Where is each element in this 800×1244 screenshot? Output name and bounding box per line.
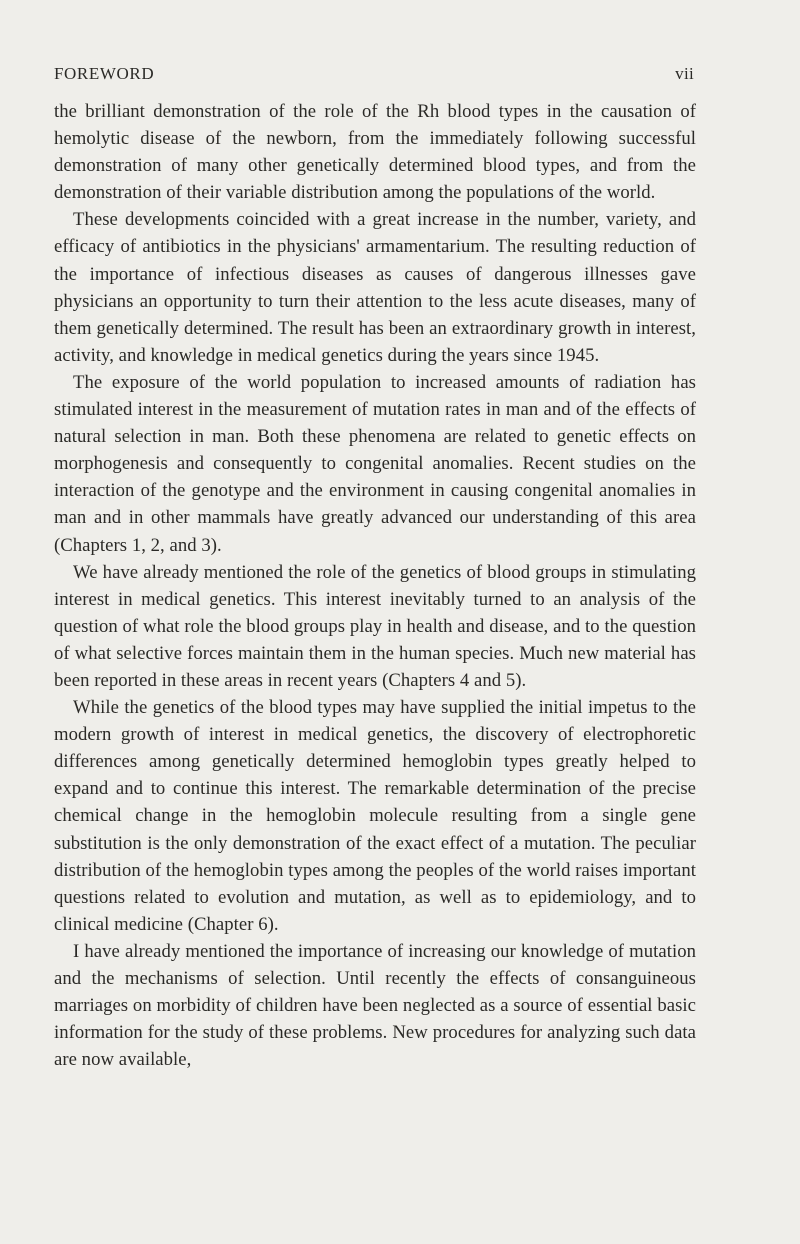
document-page (54, 62, 696, 1073)
body-text (54, 98, 696, 1073)
paragraph: While the genetics of the blood types may have supplied the initial impetus to the modern growth of interest in medical genetics, the discovery of electrophoretic differences among genetically determined hemoglobin types greatly helped to expand and to continue this interest. The remarkable determination of the precise chemical change in the hemoglobin molecule resulting from a single gene substitution is the only demonstration of the exact effect of a mutation. The peculiar distribution of the hemoglobin types among the peoples of the world raises important questions related to evolution and mutation, as well as to epidemiology, and to clinical medicine (Chapter 6). (54, 697, 696, 935)
section-title: FOREWORD (54, 64, 155, 83)
paragraph-continued: the brilliant demonstration of the role of the Rh blood types in the causation of hemolytic disease of the newborn, from the immediately following successful demonstration of many other genetically determined blood types, and from the demonstration of their variable distribution among the populations of the world. (54, 101, 696, 204)
page-number: vii (675, 64, 694, 83)
paragraph: We have already mentioned the role of the genetics of blood groups in stimulating interest in medical genetics. This interest inevitably turned to an analysis of the question of what role the blood groups play in health and disease, and to the question of what selective forces maintain them in the human species. Much new material has been reported in these areas in recent years (Chapters 4 and 5). (54, 561, 696, 691)
paragraph: The exposure of the world population to increased amounts of radiation has stimulated interest in the measurement of mutation rates in man and of the effects of natural selection in man. Both these phenomena are related to genetic effects on morphogenesis and consequently to congenital anomalies. Recent studies on the interaction of the genotype and the environment in causing congenital anomalies in man and in other mammals have greatly advanced our understanding of this area (Chapters 1, 2, and 3). (54, 371, 696, 556)
running-head (54, 62, 696, 90)
paragraph: I have already mentioned the importance of increasing our knowledge of mutation and the mechanisms of selection. Until recently the effects of consanguineous marriages on morbidity of children have been neglected as a source of essential basic information for the study of these problems. New procedures for analyzing such data are now available, (54, 940, 696, 1071)
paragraph: These developments coincided with a great increase in the number, variety, and efficacy of antibiotics in the physicians' armamentarium. The resulting reduction of the importance of infectious diseases as causes of dangerous illnesses gave physicians an opportunity to turn their attention to the less acute diseases, many of them genetically determined. The result has been an extraordinary growth in interest, activity, and knowledge in medical genetics during the years since 1945. (54, 209, 696, 366)
